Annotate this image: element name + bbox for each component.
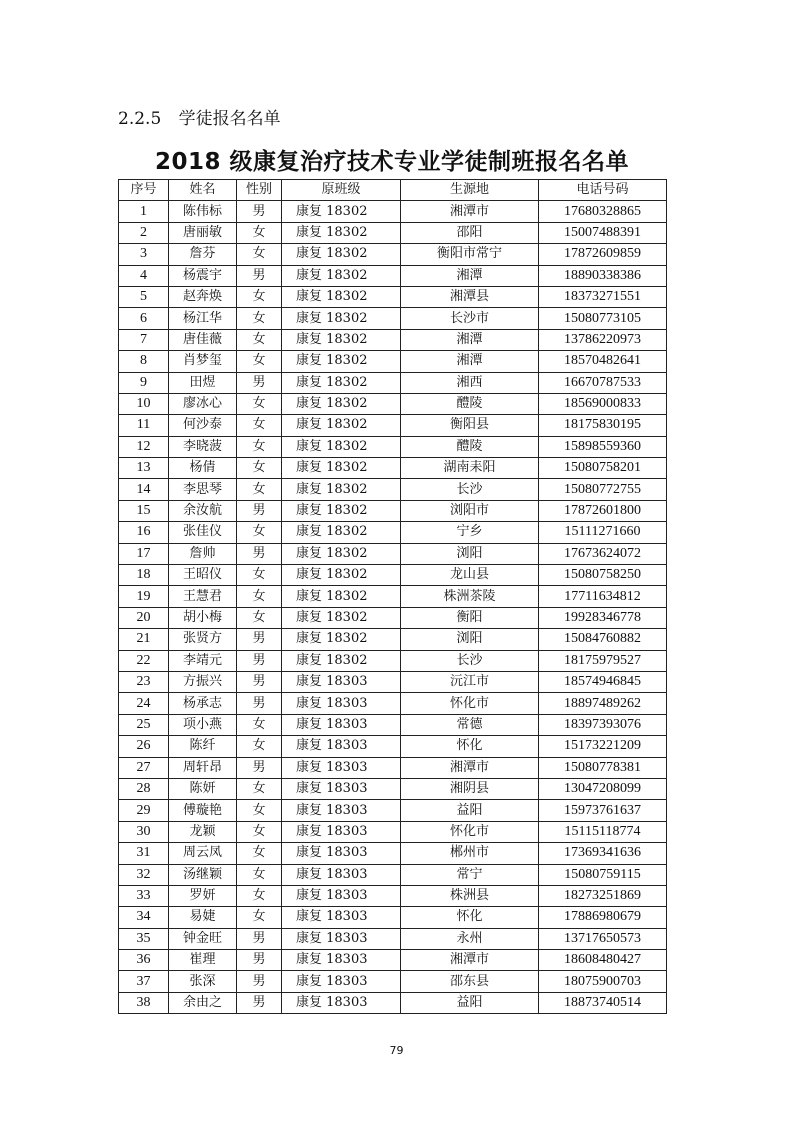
- cell-gender: 男: [237, 265, 282, 286]
- table-row: [119, 650, 667, 671]
- cell-class: 康复 18302: [282, 308, 401, 329]
- table-row: [119, 372, 667, 393]
- table-row: [119, 843, 667, 864]
- table-row: [119, 885, 667, 906]
- cell-gender: 男: [237, 971, 282, 992]
- table-row: [119, 222, 667, 243]
- cell-phone: 16670787533: [539, 372, 667, 393]
- cell-index: 10: [119, 393, 169, 414]
- column-header-index: 序号: [119, 180, 169, 201]
- cell-index: 30: [119, 821, 169, 842]
- cell-name: 汤继颖: [169, 864, 237, 885]
- cell-phone: 15080758250: [539, 565, 667, 586]
- column-header-class: 原班级: [282, 180, 401, 201]
- cell-phone: 19928346778: [539, 607, 667, 628]
- cell-gender: 女: [237, 778, 282, 799]
- table-body: [119, 201, 667, 1014]
- cell-origin: 浏阳: [401, 629, 539, 650]
- cell-name: 龙颖: [169, 821, 237, 842]
- cell-name: 廖冰心: [169, 393, 237, 414]
- cell-phone: 17872609859: [539, 244, 667, 265]
- cell-origin: 衡阳县: [401, 415, 539, 436]
- cell-name: 易婕: [169, 907, 237, 928]
- cell-class: 康复 18302: [282, 329, 401, 350]
- cell-origin: 永州: [401, 928, 539, 949]
- cell-phone: 18273251869: [539, 885, 667, 906]
- column-header-gender: 性别: [237, 180, 282, 201]
- cell-class: 康复 18303: [282, 843, 401, 864]
- cell-origin: 湘西: [401, 372, 539, 393]
- cell-name: 杨震宇: [169, 265, 237, 286]
- cell-gender: 男: [237, 500, 282, 521]
- cell-index: 32: [119, 864, 169, 885]
- cell-class: 康复 18303: [282, 971, 401, 992]
- table-row: [119, 393, 667, 414]
- cell-class: 康复 18303: [282, 757, 401, 778]
- cell-index: 11: [119, 415, 169, 436]
- cell-name: 余由之: [169, 992, 237, 1013]
- cell-class: 康复 18302: [282, 201, 401, 222]
- cell-origin: 长沙: [401, 650, 539, 671]
- cell-name: 詹帅: [169, 543, 237, 564]
- table-row: [119, 864, 667, 885]
- cell-origin: 怀化: [401, 907, 539, 928]
- table-row: [119, 992, 667, 1013]
- cell-name: 杨倩: [169, 458, 237, 479]
- cell-class: 康复 18302: [282, 351, 401, 372]
- cell-phone: 13047208099: [539, 778, 667, 799]
- cell-gender: 男: [237, 629, 282, 650]
- cell-phone: 18175979527: [539, 650, 667, 671]
- table-row: [119, 928, 667, 949]
- cell-name: 何沙泰: [169, 415, 237, 436]
- table-row: [119, 436, 667, 457]
- cell-index: 33: [119, 885, 169, 906]
- cell-origin: 长沙市: [401, 308, 539, 329]
- cell-gender: 女: [237, 351, 282, 372]
- cell-class: 康复 18302: [282, 393, 401, 414]
- cell-name: 唐佳薇: [169, 329, 237, 350]
- cell-class: 康复 18302: [282, 500, 401, 521]
- cell-index: 29: [119, 800, 169, 821]
- table-row: [119, 351, 667, 372]
- cell-phone: 18075900703: [539, 971, 667, 992]
- cell-class: 康复 18302: [282, 458, 401, 479]
- cell-name: 王慧君: [169, 586, 237, 607]
- cell-name: 陈伟标: [169, 201, 237, 222]
- cell-gender: 女: [237, 586, 282, 607]
- cell-name: 周云凤: [169, 843, 237, 864]
- cell-class: 康复 18302: [282, 629, 401, 650]
- cell-class: 康复 18303: [282, 671, 401, 692]
- cell-gender: 女: [237, 714, 282, 735]
- cell-name: 钟金旺: [169, 928, 237, 949]
- cell-gender: 男: [237, 543, 282, 564]
- cell-index: 24: [119, 693, 169, 714]
- cell-name: 崔理: [169, 950, 237, 971]
- table-row: [119, 586, 667, 607]
- cell-gender: 女: [237, 736, 282, 757]
- cell-class: 康复 18303: [282, 693, 401, 714]
- cell-origin: 长沙: [401, 479, 539, 500]
- cell-index: 4: [119, 265, 169, 286]
- cell-name: 杨承志: [169, 693, 237, 714]
- cell-gender: 女: [237, 843, 282, 864]
- table-row: [119, 950, 667, 971]
- cell-class: 康复 18303: [282, 736, 401, 757]
- roster-table: [118, 179, 667, 1014]
- cell-origin: 邵东县: [401, 971, 539, 992]
- section-heading: [118, 104, 281, 129]
- cell-phone: 18608480427: [539, 950, 667, 971]
- cell-index: 2: [119, 222, 169, 243]
- cell-origin: 怀化市: [401, 821, 539, 842]
- table-row: [119, 265, 667, 286]
- cell-origin: 湘潭: [401, 351, 539, 372]
- cell-index: 3: [119, 244, 169, 265]
- cell-class: 康复 18303: [282, 800, 401, 821]
- table-row: [119, 607, 667, 628]
- cell-origin: 湘潭市: [401, 201, 539, 222]
- cell-origin: 湘潭市: [401, 950, 539, 971]
- cell-class: 康复 18302: [282, 607, 401, 628]
- cell-index: 22: [119, 650, 169, 671]
- cell-gender: 女: [237, 415, 282, 436]
- cell-origin: 湘潭: [401, 265, 539, 286]
- cell-phone: 17369341636: [539, 843, 667, 864]
- cell-class: 康复 18302: [282, 286, 401, 307]
- cell-origin: 浏阳市: [401, 500, 539, 521]
- cell-name: 方振兴: [169, 671, 237, 692]
- cell-origin: 常宁: [401, 864, 539, 885]
- cell-index: 26: [119, 736, 169, 757]
- cell-phone: 13717650573: [539, 928, 667, 949]
- cell-name: 李思琴: [169, 479, 237, 500]
- cell-phone: 18574946845: [539, 671, 667, 692]
- cell-phone: 17886980679: [539, 907, 667, 928]
- cell-gender: 女: [237, 286, 282, 307]
- cell-index: 18: [119, 565, 169, 586]
- cell-phone: 18397393076: [539, 714, 667, 735]
- cell-name: 张佳仪: [169, 522, 237, 543]
- column-header-origin: 生源地: [401, 180, 539, 201]
- cell-phone: 18373271551: [539, 286, 667, 307]
- cell-name: 唐丽敏: [169, 222, 237, 243]
- cell-phone: 13786220973: [539, 329, 667, 350]
- table-row: [119, 671, 667, 692]
- cell-class: 康复 18303: [282, 907, 401, 928]
- cell-gender: 女: [237, 565, 282, 586]
- cell-gender: 男: [237, 992, 282, 1013]
- cell-origin: 宁乡: [401, 522, 539, 543]
- cell-phone: 15080773105: [539, 308, 667, 329]
- table-header-row: [119, 180, 667, 201]
- cell-name: 李晓菠: [169, 436, 237, 457]
- cell-origin: 株洲县: [401, 885, 539, 906]
- cell-index: 15: [119, 500, 169, 521]
- table-row: [119, 244, 667, 265]
- cell-index: 23: [119, 671, 169, 692]
- table-row: [119, 201, 667, 222]
- cell-origin: 沅江市: [401, 671, 539, 692]
- cell-class: 康复 18302: [282, 586, 401, 607]
- cell-origin: 湘阴县: [401, 778, 539, 799]
- cell-index: 6: [119, 308, 169, 329]
- cell-origin: 怀化市: [401, 693, 539, 714]
- cell-phone: 15080758201: [539, 458, 667, 479]
- cell-index: 8: [119, 351, 169, 372]
- cell-class: 康复 18302: [282, 543, 401, 564]
- cell-class: 康复 18303: [282, 821, 401, 842]
- table-row: [119, 971, 667, 992]
- cell-class: 康复 18303: [282, 714, 401, 735]
- cell-gender: 男: [237, 928, 282, 949]
- cell-origin: 益阳: [401, 992, 539, 1013]
- cell-phone: 15080759115: [539, 864, 667, 885]
- table-row: [119, 286, 667, 307]
- cell-gender: 女: [237, 222, 282, 243]
- cell-index: 21: [119, 629, 169, 650]
- cell-gender: 女: [237, 479, 282, 500]
- cell-phone: 15115118774: [539, 821, 667, 842]
- cell-origin: 株洲茶陵: [401, 586, 539, 607]
- cell-name: 项小燕: [169, 714, 237, 735]
- cell-gender: 女: [237, 885, 282, 906]
- cell-origin: 怀化: [401, 736, 539, 757]
- table-row: [119, 543, 667, 564]
- cell-class: 康复 18302: [282, 415, 401, 436]
- cell-phone: 15080778381: [539, 757, 667, 778]
- cell-class: 康复 18303: [282, 992, 401, 1013]
- cell-class: 康复 18303: [282, 928, 401, 949]
- cell-index: 14: [119, 479, 169, 500]
- cell-class: 康复 18302: [282, 244, 401, 265]
- cell-gender: 女: [237, 821, 282, 842]
- cell-index: 17: [119, 543, 169, 564]
- cell-phone: 15080772755: [539, 479, 667, 500]
- table-row: [119, 522, 667, 543]
- cell-phone: 18569000833: [539, 393, 667, 414]
- cell-name: 罗妍: [169, 885, 237, 906]
- cell-name: 胡小梅: [169, 607, 237, 628]
- cell-gender: 男: [237, 650, 282, 671]
- cell-name: 陈纤: [169, 736, 237, 757]
- table-row: [119, 629, 667, 650]
- cell-gender: 女: [237, 458, 282, 479]
- cell-name: 陈妍: [169, 778, 237, 799]
- cell-gender: 女: [237, 607, 282, 628]
- section-title: 学徒报名名单: [178, 109, 281, 129]
- cell-phone: 17680328865: [539, 201, 667, 222]
- table-row: [119, 778, 667, 799]
- cell-name: 张贤方: [169, 629, 237, 650]
- cell-name: 周轩昂: [169, 757, 237, 778]
- table-row: [119, 693, 667, 714]
- cell-phone: 15007488391: [539, 222, 667, 243]
- table-row: [119, 565, 667, 586]
- cell-origin: 衡阳市常宁: [401, 244, 539, 265]
- cell-class: 康复 18302: [282, 372, 401, 393]
- cell-gender: 女: [237, 436, 282, 457]
- table-row: [119, 308, 667, 329]
- cell-phone: 18873740514: [539, 992, 667, 1013]
- cell-class: 康复 18302: [282, 565, 401, 586]
- cell-class: 康复 18302: [282, 222, 401, 243]
- cell-gender: 男: [237, 950, 282, 971]
- table-row: [119, 714, 667, 735]
- column-header-phone: 电话号码: [539, 180, 667, 201]
- cell-name: 李靖元: [169, 650, 237, 671]
- cell-gender: 女: [237, 800, 282, 821]
- cell-index: 20: [119, 607, 169, 628]
- cell-phone: 15084760882: [539, 629, 667, 650]
- cell-gender: 男: [237, 671, 282, 692]
- cell-class: 康复 18302: [282, 265, 401, 286]
- cell-origin: 浏阳: [401, 543, 539, 564]
- cell-name: 肖梦玺: [169, 351, 237, 372]
- cell-index: 13: [119, 458, 169, 479]
- cell-origin: 湘潭: [401, 329, 539, 350]
- cell-gender: 女: [237, 864, 282, 885]
- cell-class: 康复 18302: [282, 436, 401, 457]
- cell-index: 36: [119, 950, 169, 971]
- table-row: [119, 415, 667, 436]
- cell-gender: 男: [237, 757, 282, 778]
- cell-gender: 男: [237, 693, 282, 714]
- cell-gender: 男: [237, 201, 282, 222]
- cell-origin: 益阳: [401, 800, 539, 821]
- cell-index: 12: [119, 436, 169, 457]
- cell-class: 康复 18303: [282, 885, 401, 906]
- table-row: [119, 907, 667, 928]
- cell-class: 康复 18303: [282, 950, 401, 971]
- cell-class: 康复 18302: [282, 522, 401, 543]
- cell-gender: 男: [237, 372, 282, 393]
- cell-phone: 15898559360: [539, 436, 667, 457]
- cell-origin: 龙山县: [401, 565, 539, 586]
- cell-origin: 常德: [401, 714, 539, 735]
- cell-index: 16: [119, 522, 169, 543]
- cell-origin: 湘潭县: [401, 286, 539, 307]
- cell-index: 28: [119, 778, 169, 799]
- cell-name: 杨江华: [169, 308, 237, 329]
- table-row: [119, 800, 667, 821]
- cell-gender: 女: [237, 907, 282, 928]
- table-title: 2018 级康复治疗技术专业学徒制班报名名单: [154, 149, 630, 175]
- cell-origin: 衡阳: [401, 607, 539, 628]
- cell-origin: 湘潭市: [401, 757, 539, 778]
- cell-phone: 18890338386: [539, 265, 667, 286]
- cell-origin: 醴陵: [401, 436, 539, 457]
- section-number: 2.2.5: [118, 109, 162, 129]
- cell-index: 7: [119, 329, 169, 350]
- cell-index: 38: [119, 992, 169, 1013]
- cell-phone: 17872601800: [539, 500, 667, 521]
- cell-name: 王昭仪: [169, 565, 237, 586]
- cell-class: 康复 18303: [282, 864, 401, 885]
- cell-name: 张深: [169, 971, 237, 992]
- cell-index: 5: [119, 286, 169, 307]
- cell-phone: 15973761637: [539, 800, 667, 821]
- cell-name: 赵奔焕: [169, 286, 237, 307]
- cell-origin: 醴陵: [401, 393, 539, 414]
- table-row: [119, 757, 667, 778]
- cell-index: 9: [119, 372, 169, 393]
- cell-name: 余汝航: [169, 500, 237, 521]
- table-row: [119, 479, 667, 500]
- cell-gender: 女: [237, 393, 282, 414]
- cell-phone: 17711634812: [539, 586, 667, 607]
- cell-class: 康复 18303: [282, 778, 401, 799]
- column-header-name: 姓名: [169, 180, 237, 201]
- cell-phone: 18897489262: [539, 693, 667, 714]
- cell-index: 34: [119, 907, 169, 928]
- cell-origin: 郴州市: [401, 843, 539, 864]
- cell-phone: 18175830195: [539, 415, 667, 436]
- cell-index: 1: [119, 201, 169, 222]
- cell-name: 傅璇艳: [169, 800, 237, 821]
- cell-index: 19: [119, 586, 169, 607]
- cell-phone: 15173221209: [539, 736, 667, 757]
- table-row: [119, 329, 667, 350]
- cell-phone: 18570482641: [539, 351, 667, 372]
- cell-index: 27: [119, 757, 169, 778]
- cell-index: 35: [119, 928, 169, 949]
- page-number: 79: [389, 1044, 404, 1057]
- table-row: [119, 500, 667, 521]
- cell-index: 25: [119, 714, 169, 735]
- cell-gender: 女: [237, 308, 282, 329]
- cell-class: 康复 18302: [282, 479, 401, 500]
- cell-gender: 女: [237, 244, 282, 265]
- cell-index: 37: [119, 971, 169, 992]
- cell-class: 康复 18302: [282, 650, 401, 671]
- cell-phone: 15111271660: [539, 522, 667, 543]
- cell-origin: 邵阳: [401, 222, 539, 243]
- cell-index: 31: [119, 843, 169, 864]
- cell-gender: 女: [237, 329, 282, 350]
- table-row: [119, 458, 667, 479]
- cell-phone: 17673624072: [539, 543, 667, 564]
- cell-name: 詹芬: [169, 244, 237, 265]
- cell-name: 田煜: [169, 372, 237, 393]
- cell-origin: 湖南耒阳: [401, 458, 539, 479]
- table-row: [119, 821, 667, 842]
- table-row: [119, 736, 667, 757]
- cell-gender: 女: [237, 522, 282, 543]
